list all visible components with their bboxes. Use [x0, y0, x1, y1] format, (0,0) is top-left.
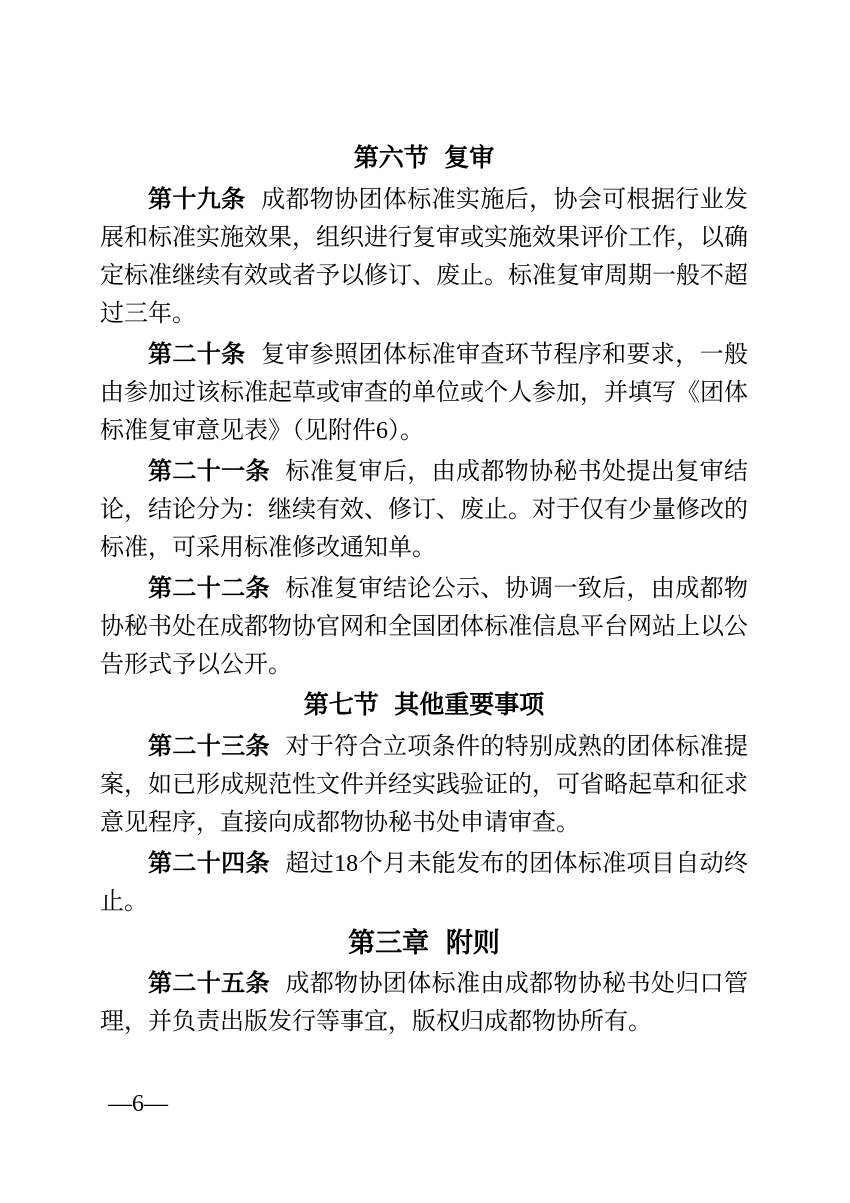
chapter-heading-3 — [100, 924, 748, 962]
article-20-number: 第二十条 — [148, 342, 246, 368]
section-7-title: 其他重要事项 — [394, 692, 545, 719]
article-23-paragraph — [100, 728, 748, 842]
article-23-text: 对于符合立项条件的特别成熟的团体标准提案，如已形成规范性文件并经实践验证的，可省略起草和征求意见程序，直接向成都物协秘书处申请审查。 — [100, 734, 748, 836]
section-heading-6 — [100, 140, 748, 178]
article-25-text: 成都物协团体标准由成都物协秘书处归口管理，并负责出版发行等事宜，版权归成都物协所有。 — [100, 971, 748, 1035]
section-6-title: 复审 — [444, 145, 495, 172]
article-21-text: 标准复审后，由成都物协秘书处提出复审结论，结论分为：继续有效、修订、废止。对于仅有少量修改的标准，可采用标准修改通知单。 — [100, 459, 748, 561]
article-21-paragraph — [100, 453, 748, 567]
section-heading-7 — [100, 687, 748, 725]
article-24-number: 第二十四条 — [148, 851, 270, 877]
article-22-paragraph — [100, 570, 748, 684]
section-6-number: 第六节 — [353, 145, 429, 172]
article-22-number: 第二十二条 — [148, 576, 270, 602]
document-content — [100, 140, 748, 1044]
chapter-3-title: 附则 — [445, 928, 500, 958]
article-24-text: 超过18个月未能发布的团体标准项目自动终止。 — [100, 851, 748, 915]
article-20-text: 复审参照团体标准审查环节程序和要求，一般由参加过该标准起草或审查的单位或个人参加，并填写《团体标准复审意见表》（见附件6）。 — [100, 342, 749, 444]
article-19-number: 第十九条 — [148, 187, 246, 213]
article-25-number: 第二十五条 — [148, 971, 270, 997]
article-19-paragraph — [100, 181, 748, 333]
section-7-number: 第七节 — [303, 692, 379, 719]
article-19-text: 成都物协团体标准实施后，协会可根据行业发展和标准实施效果，组织进行复审或实施效果评价工作，以确定标准继续有效或者予以修订、废止。标准复审周期一般不超过三年。 — [100, 187, 749, 327]
page-number: —6— — [108, 1091, 168, 1117]
article-22-text: 标准复审结论公示、协调一致后，由成都物协秘书处在成都物协官网和全国团体标准信息平台网站上以公告形式予以公开。 — [100, 576, 748, 678]
article-21-number: 第二十一条 — [148, 459, 270, 485]
article-23-number: 第二十三条 — [148, 734, 270, 760]
chapter-3-number: 第三章 — [348, 928, 430, 958]
article-24-paragraph — [100, 845, 748, 921]
article-25-paragraph — [100, 965, 748, 1041]
article-20-paragraph — [100, 336, 748, 450]
